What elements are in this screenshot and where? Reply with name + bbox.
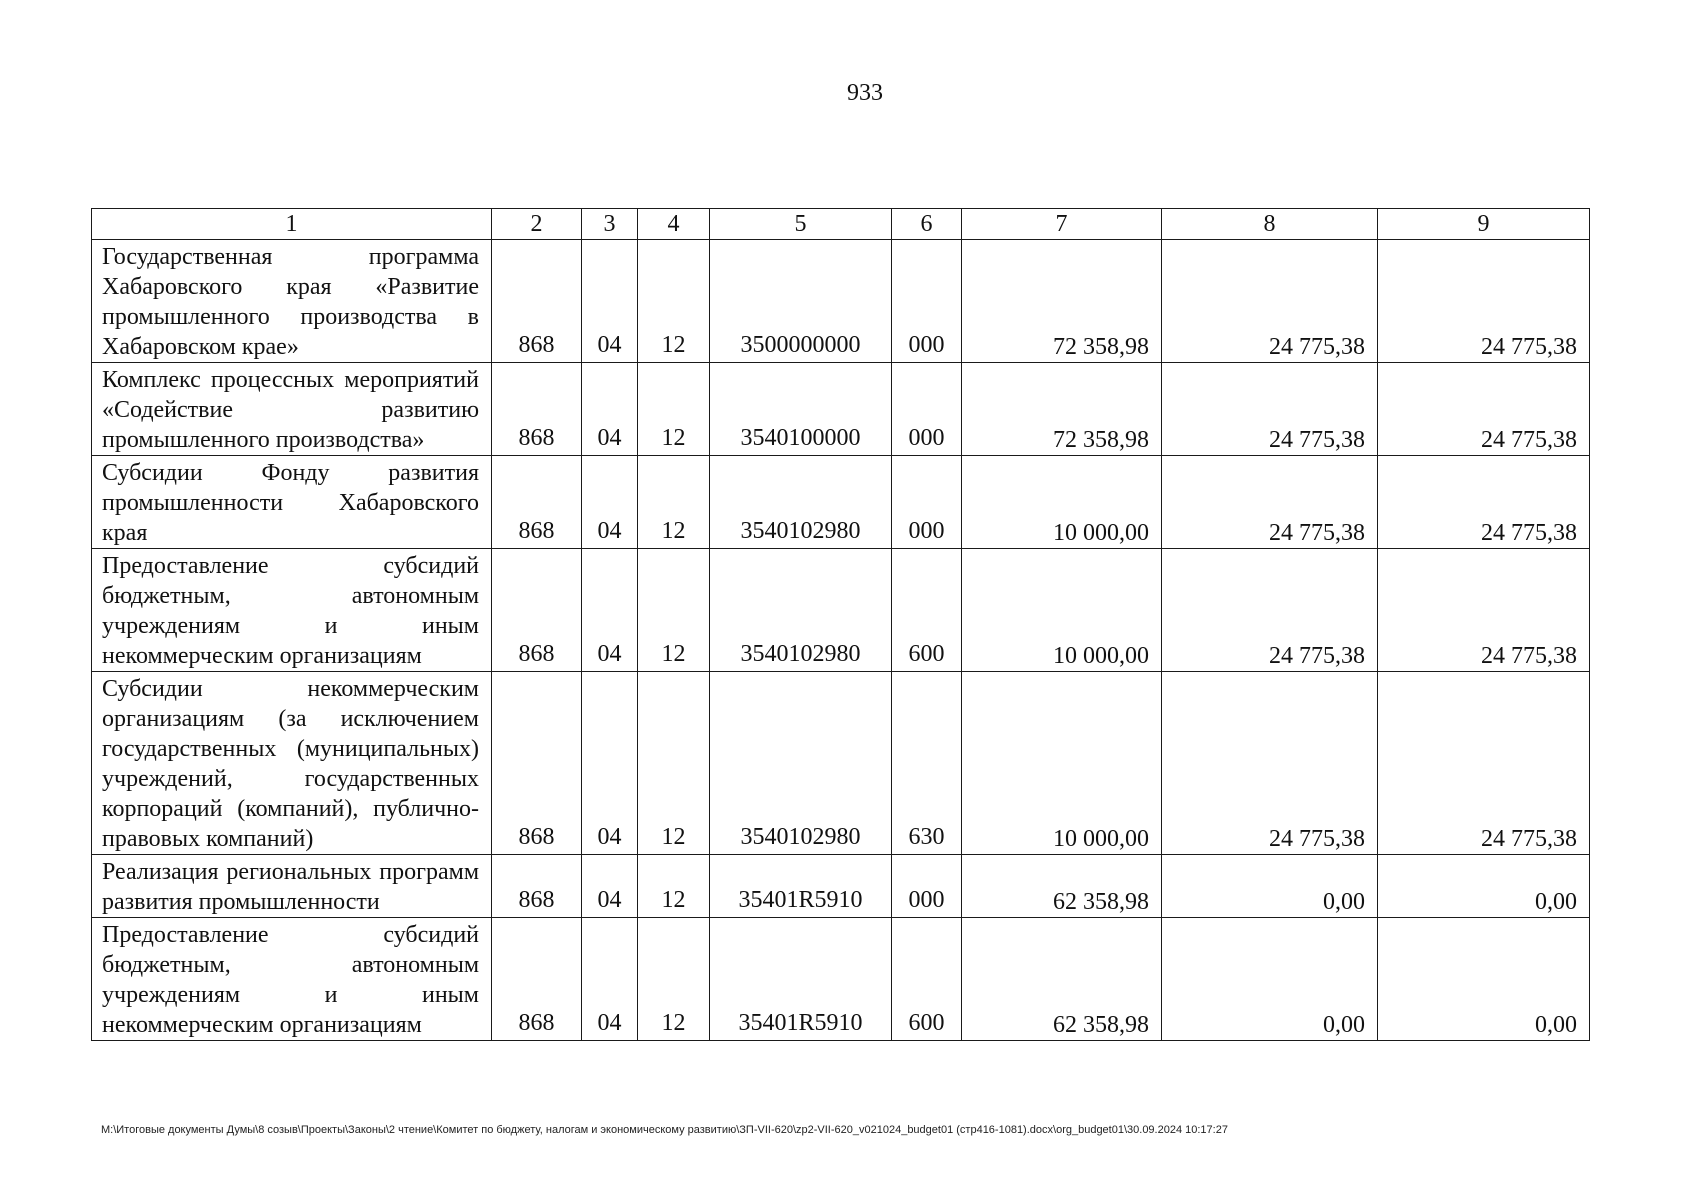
amount-cell: 10 000,00 [962,549,1162,672]
amount-cell: 62 358,98 [962,918,1162,1041]
amount-cell: 24 775,38 [1378,549,1590,672]
row-name-cell: Государственная программа Хабаровского края «Развитие промышленного производства в Хабаровском крае» [92,240,492,363]
code-cell: 868 [492,855,582,918]
code-cell: 04 [582,672,638,855]
code-cell: 04 [582,240,638,363]
amount-cell: 0,00 [1378,855,1590,918]
code-cell: 12 [638,363,710,456]
row-name-cell: Субсидии Фонду развития промышленности Хабаровского края [92,456,492,549]
table-row [92,672,1590,855]
table-row [92,549,1590,672]
code-cell: 868 [492,240,582,363]
column-number: 2 [492,209,582,240]
amount-cell: 0,00 [1162,918,1378,1041]
amount-cell: 0,00 [1162,855,1378,918]
code-cell: 868 [492,363,582,456]
amount-cell: 24 775,38 [1378,456,1590,549]
amount-cell: 72 358,98 [962,363,1162,456]
code-cell: 868 [492,456,582,549]
column-number: 1 [92,209,492,240]
code-cell: 12 [638,918,710,1041]
amount-cell: 24 775,38 [1162,672,1378,855]
code-cell: 12 [638,456,710,549]
row-name-cell: Комплекс процессных мероприятий «Содействие развитию промышленного производства» [92,363,492,456]
row-name-cell: Реализация региональных программ развития промышленности [92,855,492,918]
code-cell: 04 [582,363,638,456]
code-cell: 868 [492,549,582,672]
code-cell: 04 [582,456,638,549]
amount-cell: 24 775,38 [1162,456,1378,549]
column-number: 4 [638,209,710,240]
amount-cell: 72 358,98 [962,240,1162,363]
code-cell: 000 [892,363,962,456]
amount-cell: 24 775,38 [1162,549,1378,672]
row-name-cell: Предоставление субсидий бюджетным, автономным учреждениям и иным некоммерческим организациям [92,918,492,1041]
code-cell: 3540100000 [710,363,892,456]
page-number: 933 [847,80,883,106]
table-row [92,363,1590,456]
code-cell: 3540102980 [710,549,892,672]
code-cell: 3540102980 [710,672,892,855]
code-cell: 04 [582,918,638,1041]
code-cell: 000 [892,855,962,918]
code-cell: 000 [892,240,962,363]
code-cell: 35401R5910 [710,918,892,1041]
file-path-footer: M:\Итоговые документы Думы\8 созыв\Проекты\Законы\2 чтение\Комитет по бюджету, налогам и экономическому развитию\ЗП-VII-620\zp2-VII-620_v021024_budget01 (стр416-1081).docx\org_budget01\30.09.2024 10:17:27 [101,1124,1228,1136]
column-number: 7 [962,209,1162,240]
column-number: 3 [582,209,638,240]
code-cell: 12 [638,672,710,855]
row-name-cell: Предоставление субсидий бюджетным, автономным учреждениям и иным некоммерческим организациям [92,549,492,672]
row-name-cell: Субсидии некоммерческим организациям (за исключением государственных (муниципальных) учреждений, государственных корпораций (компаний), публично-правовых компаний) [92,672,492,855]
code-cell: 868 [492,672,582,855]
amount-cell: 10 000,00 [962,672,1162,855]
column-number: 8 [1162,209,1378,240]
table-row [92,918,1590,1041]
code-cell: 630 [892,672,962,855]
code-cell: 12 [638,549,710,672]
code-cell: 12 [638,240,710,363]
budget-table [91,208,1590,1041]
table-row [92,855,1590,918]
code-cell: 3500000000 [710,240,892,363]
amount-cell: 24 775,38 [1162,363,1378,456]
code-cell: 600 [892,549,962,672]
amount-cell: 24 775,38 [1378,363,1590,456]
amount-cell: 0,00 [1378,918,1590,1041]
table-row [92,456,1590,549]
amount-cell: 24 775,38 [1162,240,1378,363]
amount-cell: 24 775,38 [1378,240,1590,363]
table-body [92,209,1590,1041]
column-number: 9 [1378,209,1590,240]
amount-cell: 10 000,00 [962,456,1162,549]
table-row [92,240,1590,363]
code-cell: 12 [638,855,710,918]
column-number-row [92,209,1590,240]
code-cell: 04 [582,549,638,672]
code-cell: 3540102980 [710,456,892,549]
code-cell: 35401R5910 [710,855,892,918]
column-number: 5 [710,209,892,240]
code-cell: 868 [492,918,582,1041]
column-number: 6 [892,209,962,240]
code-cell: 04 [582,855,638,918]
code-cell: 000 [892,456,962,549]
amount-cell: 62 358,98 [962,855,1162,918]
amount-cell: 24 775,38 [1378,672,1590,855]
code-cell: 600 [892,918,962,1041]
